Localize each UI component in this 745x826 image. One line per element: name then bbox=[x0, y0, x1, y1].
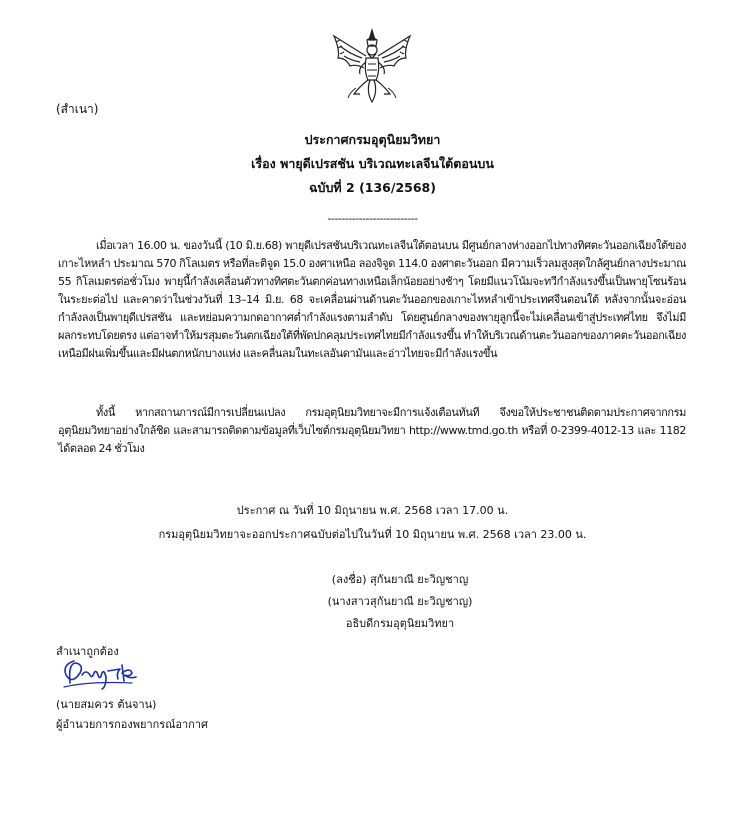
signatory-block bbox=[270, 569, 530, 635]
certifier-block bbox=[56, 695, 208, 735]
next-bulletin-notice: กรมอุตุนิยมวิทยาจะออกประกาศฉบับต่อไปในวันที่ 10 มิถุนายน พ.ศ. 2568 เวลา 23.00 น. bbox=[158, 528, 587, 541]
title-subject: เรื่อง พายุดีเปรสชัน บริเวณทะเลจีนใต้ตอนบน bbox=[251, 156, 494, 171]
title-bulletin-number: ฉบับที่ 2 (136/2568) bbox=[309, 180, 436, 195]
handwritten-signature-icon bbox=[60, 655, 140, 691]
title-agency: ประกาศกรมอุตุนิยมวิทยา bbox=[304, 132, 441, 147]
body-paragraph-storm-details: เมื่อเวลา 16.00 น. ของวันนี้ (10 มิ.ย.68) พายุดีเปรสชันบริเวณทะเลจีนใต้ตอนบน มีศูนย์กลางห่างออกไปทางทิศตะวันออกเฉียงใต้ของเกาะไหหลำ ประมาณ 570 กิโลเมตร หรือที่ละติจูด 15.0 องศาเหนือ ลองจิจูด 114.0 องศาตะวันออก มีความเร็วลมสูงสุดใกล้ศูนย์กลางประมาณ 55 กิโลเมตรต่อชั่วโมง พายุนี้กำลังเคลื่อนตัวทางทิศตะวันตกค่อนทางเหนือเล็กน้อยอย่างช้าๆ โดยมีแนวโน้มจะทวีกำลังแรงขึ้นเป็นพายุโซนร้อนในระยะต่อไป และคาดว่าในช่วงวันที่ 13–14 มิ.ย. 68 จะเคลื่อนผ่านด้านตะวันออกของเกาะไหหลำเข้าประเทศจีนตอนใต้ หลังจากนั้นจะอ่อนกำลังลงเป็นพายุดีเปรสชัน และหย่อมความกดอากาศต่ำกำลังแรงตามลำดับ โดยศูนย์กลางของพายุลูกนี้จะไม่เคลื่อนเข้าสู่ประเทศไทย จึงไม่มีผลกระทบโดยตรง แต่อาจทำให้มรสุมตะวันตกเฉียงใต้ที่พัดปกคลุมประเทศไทยมีกำลังแรงขึ้น ทำให้บริเวณด้านตะวันออกของภาคตะวันออกเฉียงเหนือมีฝนเพิ่มขึ้นและมีฝนตกหนักบางแห่ง และคลื่นลมในทะเลอันดามันและอ่าวไทยจะมีกำลังแรงขึ้น bbox=[58, 239, 686, 360]
certifier-name: (นายสมควร ต้นจาน) bbox=[56, 698, 157, 711]
signatory-name: (นางสาวสุกันยาณี ยะวิญชาญ) bbox=[327, 595, 473, 608]
copy-label: (สำเนา) bbox=[56, 102, 99, 116]
garuda-emblem-icon bbox=[330, 28, 414, 104]
announcement-title bbox=[0, 128, 745, 200]
body-paragraph-advisory: ทั้งนี้ หากสถานการณ์มีการเปลี่ยนแปลง กรมอุตุนิยมวิทยาจะมีการแจ้งเตือนทันที จึงขอให้ประชาชนติดตามประกาศจากกรมอุตุนิยมวิทยาอย่างใกล้ชิด และสามารถติดตามข้อมูลที่เว็บไซต์กรมอุตุนิยมวิทยา http://www.tmd.go.th หรือที่ 0-2399-4012-13 และ 1182 ได้ตลอด 24 ชั่วโมง bbox=[58, 406, 686, 455]
certified-copy-label: สำเนาถูกต้อง bbox=[56, 645, 119, 658]
certifier-position: ผู้อำนวยการกองพยากรณ์อากาศ bbox=[56, 718, 209, 731]
signatory-position: อธิบดีกรมอุตุนิยมวิทยา bbox=[345, 617, 455, 630]
announcement-date: ประกาศ ณ วันที่ 10 มิถุนายน พ.ศ. 2568 เวลา 17.00 น. bbox=[236, 504, 509, 517]
issue-info bbox=[0, 499, 745, 547]
signatory-signed: (ลงชื่อ) สุกันยาณี ยะวิญชาญ bbox=[331, 573, 469, 586]
title-separator: -------------------------- bbox=[327, 212, 418, 225]
